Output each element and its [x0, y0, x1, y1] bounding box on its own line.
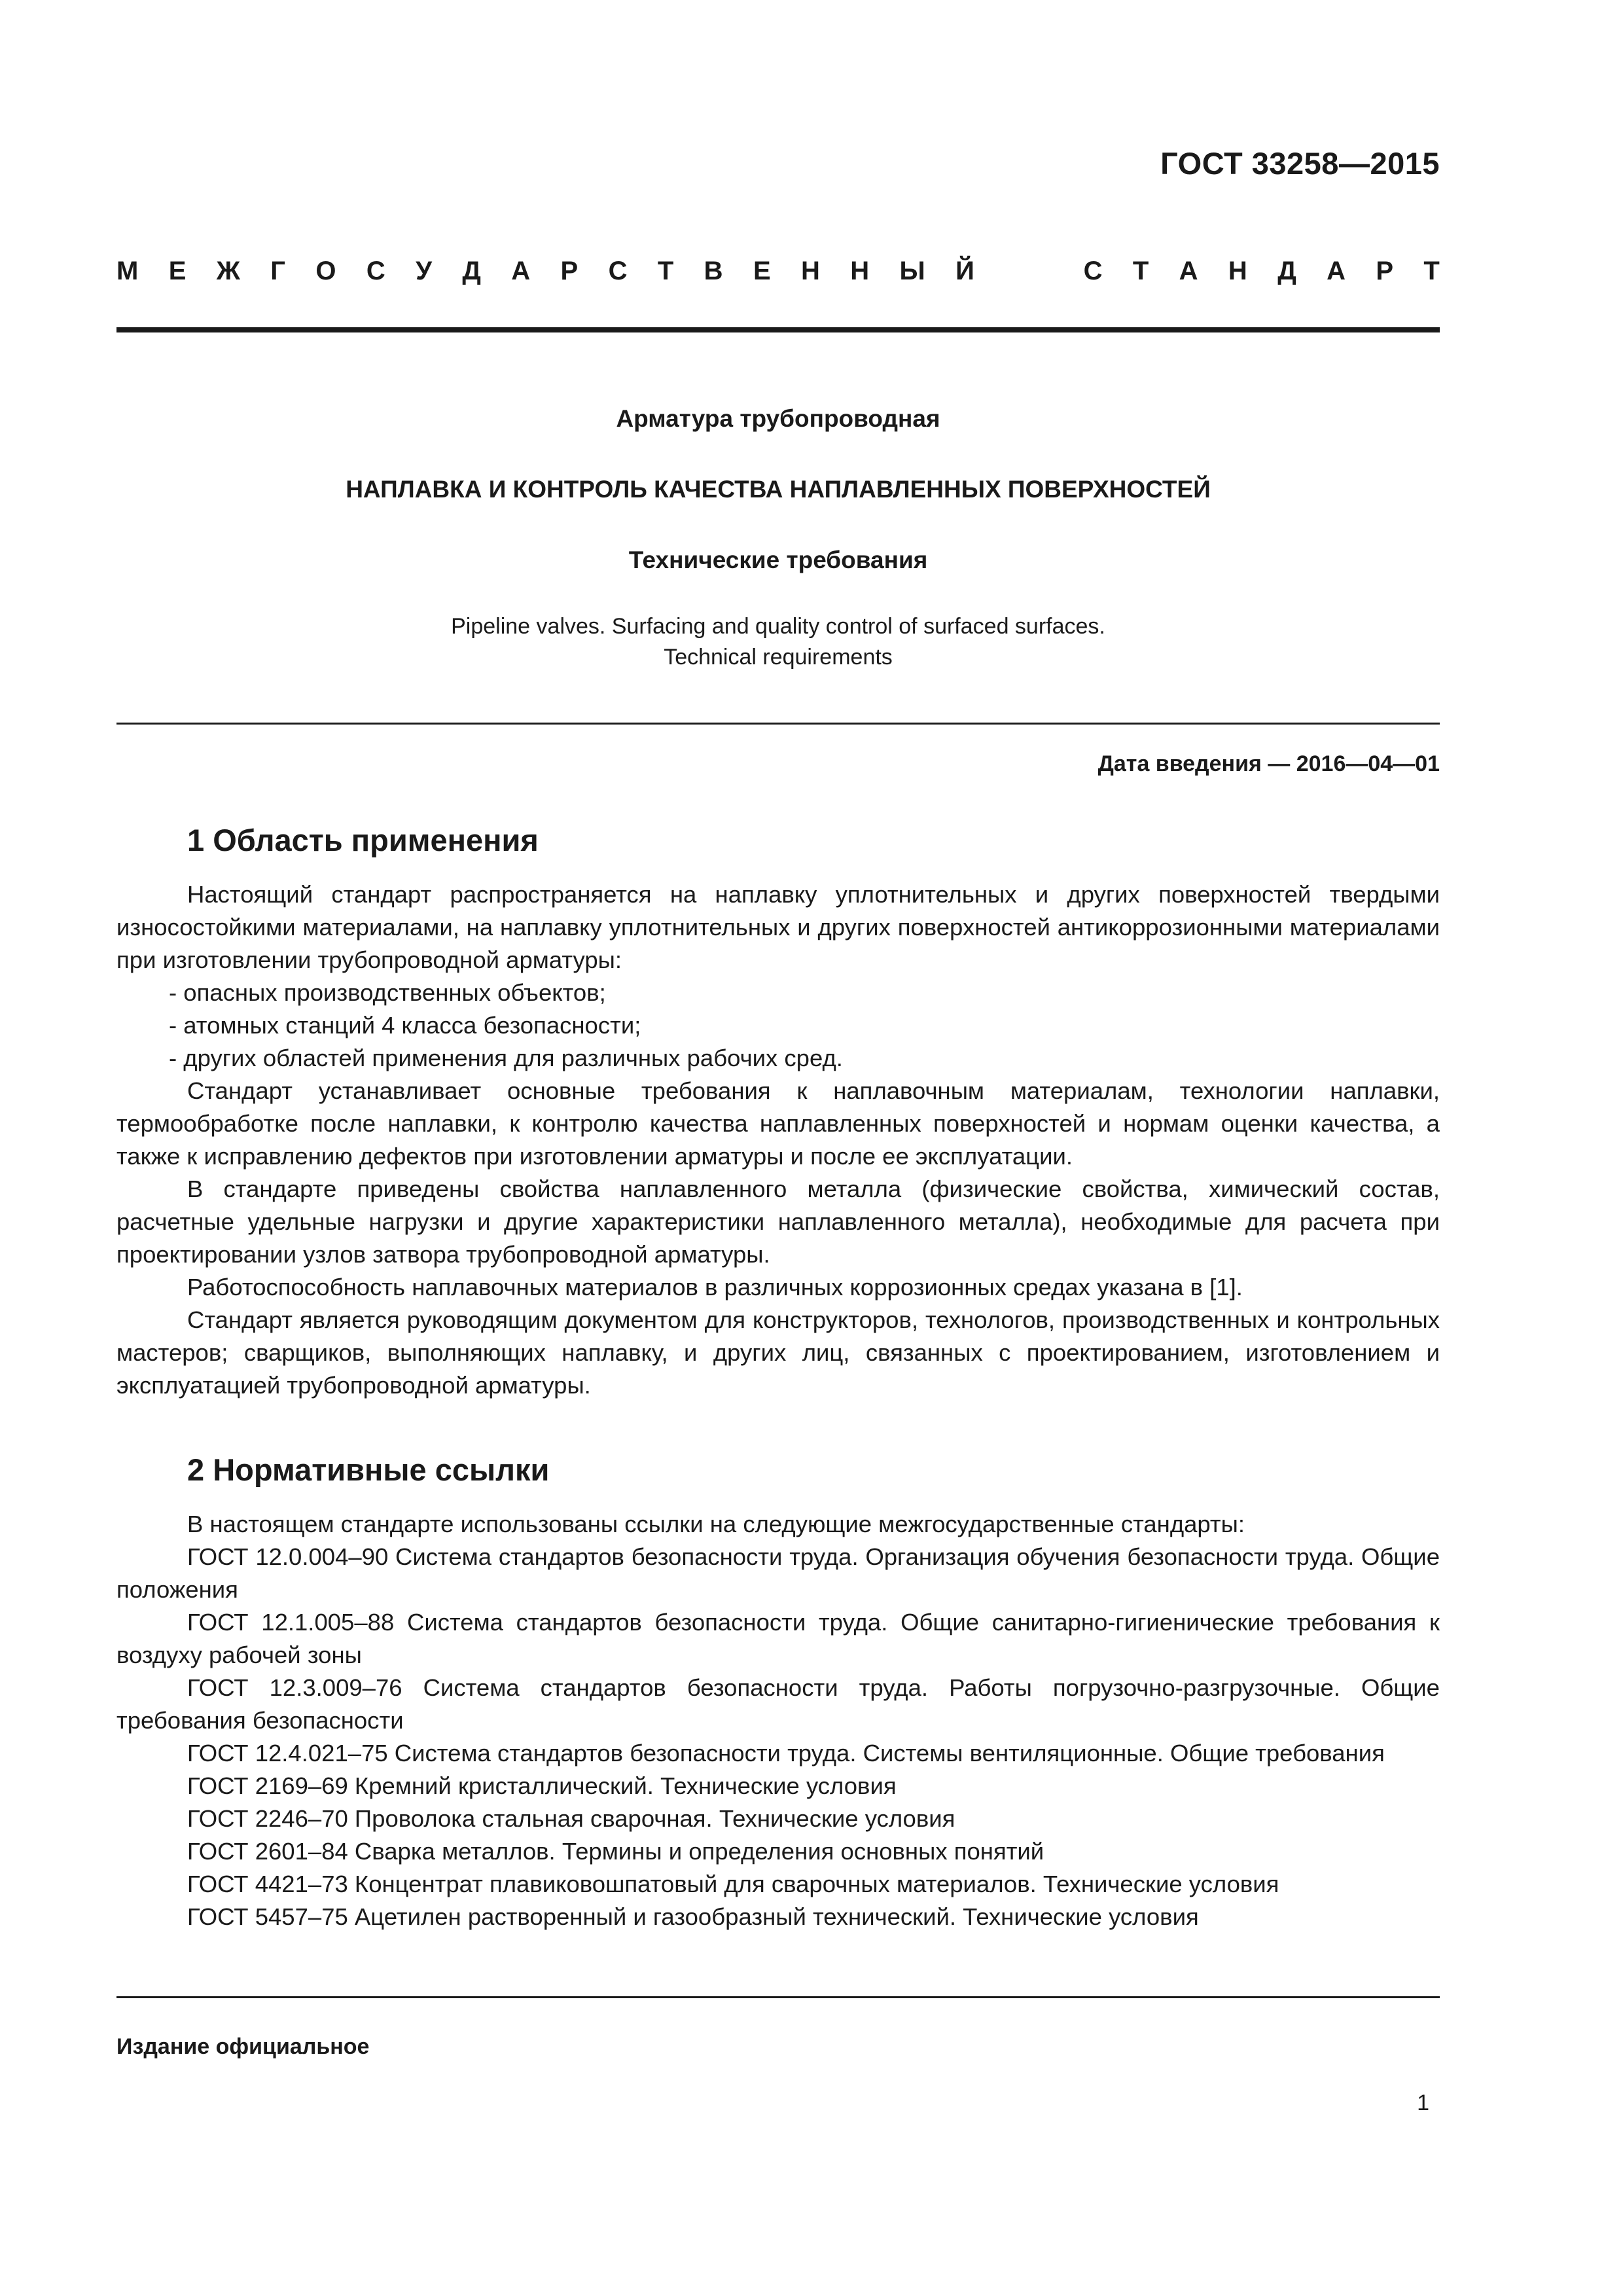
list-item: - опасных производственных объектов; [169, 979, 606, 1006]
letter: А [1327, 256, 1346, 285]
title-main: НАПЛАВКА И КОНТРОЛЬ КАЧЕСТВА НАПЛАВЛЕННЫХ ПОВЕРХНОСТЕЙ [346, 476, 1211, 503]
reference-item: ГОСТ 2601–84 Сварка металлов. Термины и определения основных понятий [187, 1838, 1044, 1865]
title-subject: Арматура трубопроводная [616, 405, 940, 432]
interstate-standard-heading [116, 251, 1440, 291]
letter: Д [462, 256, 481, 285]
letter: А [1179, 256, 1198, 285]
letter: С [366, 256, 385, 285]
edition-label: Издание официальное [116, 2034, 370, 2059]
paragraph: Работоспособность наплавочных материалов в различных коррозионных средах указана в [1]. [187, 1274, 1243, 1300]
paragraph: Настоящий стандарт распространяется на наплавку уплотнительных и других поверхностей твердыми износостойкими материалами, на наплавку уплотнительных и других поверхностей антикоррозионными материалами при изготовлении трубопроводной арматуры: [116, 881, 1440, 973]
letter: С [608, 256, 628, 285]
title-block [116, 399, 1440, 673]
letter: Д [1277, 256, 1296, 285]
title-english [116, 611, 1440, 673]
introduction-date: Дата введения — 2016—04—01 [1097, 751, 1440, 776]
title-divider [116, 723, 1440, 725]
reference-item: ГОСТ 12.3.009–76 Система стандартов безопасности труда. Работы погрузочно-разгрузочные. Общие требования безопасности [116, 1674, 1440, 1734]
letter: Г [270, 256, 285, 285]
letter: Т [657, 256, 674, 285]
reference-item: ГОСТ 12.4.021–75 Система стандартов безопасности труда. Системы вентиляционные. Общие требования [187, 1740, 1385, 1767]
reference-item: ГОСТ 4421–73 Концентрат плавиковошпатовый для сварочных материалов. Технические условия [187, 1871, 1279, 1897]
header-divider [116, 327, 1440, 332]
letter: Р [1376, 256, 1394, 285]
letter: Н [1228, 256, 1247, 285]
letter: Т [1132, 256, 1149, 285]
letter: В [704, 256, 723, 285]
letter: М [116, 256, 139, 285]
section-2-heading: 2 Нормативные ссылки [187, 1452, 550, 1487]
letter: У [416, 256, 433, 285]
paragraph: Стандарт является руководящим документом для конструкторов, технологов, производственных и контрольных мастеров; сварщиков, выполняющих наплавку, и других лиц, связанных с проектированием, изготовлением и эксплуатацией трубопроводной арматуры. [116, 1306, 1440, 1399]
paragraph: В стандарте приведены свойства наплавленного металла (физические свойства, химический состав, расчетные удельные нагрузки и другие характеристики наплавленного металла), необходимые для расчета при проектировании узлов затвора трубопроводной арматуры. [116, 1175, 1440, 1268]
page-number: 1 [1417, 2090, 1429, 2115]
gost-number: ГОСТ 33258—2015 [1160, 146, 1440, 181]
letter: О [315, 256, 336, 285]
title-english-line1: Pipeline valves. Surfacing and quality control of surfaced surfaces. [451, 614, 1105, 639]
letter: Ы [899, 256, 925, 285]
reference-item: ГОСТ 2169–69 Кремний кристаллический. Технические условия [187, 1772, 897, 1799]
letter: Ж [216, 256, 240, 285]
letter: А [511, 256, 531, 285]
list-item: - других областей применения для различных рабочих сред. [169, 1045, 843, 1071]
paragraph: Стандарт устанавливает основные требования к наплавочным материалам, технологии наплавки, термообработке после наплавки, к контролю качества наплавленных поверхностей и нормам оценки качества, а также к исправлению дефектов при изготовлении арматуры и после ее эксплуатации. [116, 1077, 1440, 1170]
letter: Т [1423, 256, 1440, 285]
title-english-line2: Technical requirements [664, 645, 893, 670]
section-1-body [116, 878, 1440, 1402]
reference-item: ГОСТ 2246–70 Проволока стальная сварочная. Технические условия [187, 1805, 955, 1832]
letter: Н [801, 256, 820, 285]
paragraph: В настоящем стандарте использованы ссылки на следующие межгосударственные стандарты: [187, 1511, 1245, 1537]
letter: Р [560, 256, 579, 285]
section-1-heading: 1 Область применения [187, 823, 539, 857]
footer-divider [116, 1996, 1440, 1998]
reference-item: ГОСТ 5457–75 Ацетилен растворенный и газообразный технический. Технические условия [187, 1903, 1199, 1930]
letter: Е [168, 256, 187, 285]
letter: Е [753, 256, 771, 285]
reference-item: ГОСТ 12.0.004–90 Система стандартов безопасности труда. Организация обучения безопасности труда. Общие положения [116, 1543, 1440, 1603]
letter: С [1083, 256, 1103, 285]
section-2-body [116, 1508, 1440, 1933]
letter: Й [955, 256, 974, 285]
reference-item: ГОСТ 12.1.005–88 Система стандартов безопасности труда. Общие санитарно-гигиенические требования к воздуху рабочей зоны [116, 1609, 1440, 1668]
title-sub: Технические требования [628, 547, 928, 573]
list-item: - атомных станций 4 класса безопасности; [169, 1012, 641, 1039]
letter: Н [850, 256, 870, 285]
